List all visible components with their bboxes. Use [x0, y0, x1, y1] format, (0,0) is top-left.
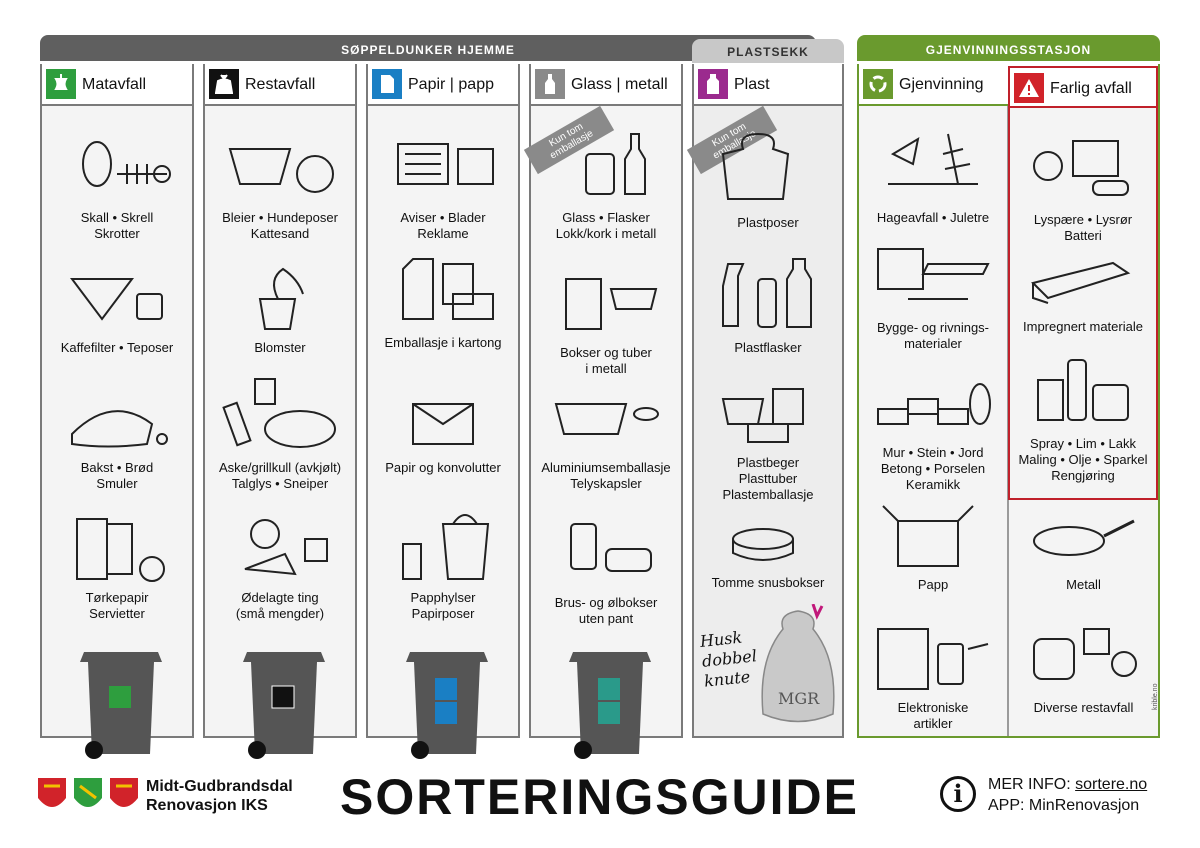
item-label: Metall: [1066, 577, 1101, 592]
item-label: Skall • Skrell Skrotter: [80, 210, 154, 241]
recycle-icon: [863, 69, 893, 99]
list-item: [694, 129, 842, 231]
column-header: [205, 64, 355, 106]
cardboard-box-illustration: [873, 496, 993, 571]
item-label: Aviser • Blader Reklame: [400, 210, 486, 241]
column-restavfall: [203, 64, 357, 738]
list-item: [694, 379, 842, 503]
paper-towel-illustration: [57, 514, 177, 584]
website-link[interactable]: sortere.no: [1075, 776, 1148, 793]
item-label: Tomme snusbokser: [711, 575, 825, 590]
list-item: [368, 124, 518, 242]
soda-can-illustration: [546, 509, 666, 589]
list-item: [368, 389, 518, 476]
column-farlig-avfall: [1008, 66, 1158, 500]
list-item: [205, 264, 355, 356]
list-item: [368, 504, 518, 622]
item-label: Hageavfall • Juletre: [876, 210, 990, 225]
column-header: [531, 64, 681, 106]
list-item: [531, 124, 681, 242]
column-title: Restavfall: [245, 76, 316, 93]
impregnated-wood-illustration: [1023, 253, 1143, 313]
column-title: Gjenvinning: [899, 76, 984, 93]
column-title: Papir | papp: [408, 76, 494, 93]
list-item: [859, 244, 1007, 352]
warning-icon: [1014, 73, 1044, 103]
column-header: [42, 64, 192, 106]
list-item: [531, 259, 681, 377]
bin-papir-papp: [402, 650, 492, 760]
home-bins-banner: SØPPELDUNKER HJEMME: [40, 35, 816, 61]
list-item: [859, 609, 1007, 732]
item-label: Plastposer: [737, 215, 799, 230]
column-plast: [692, 64, 844, 738]
plastic-bag-banner: PLASTSEKK: [692, 39, 844, 63]
company-name: [146, 777, 293, 815]
column-header: [1010, 68, 1156, 108]
paint-cans-illustration: [1023, 350, 1143, 430]
list-item: [42, 264, 192, 356]
coffee-filter-illustration: [57, 264, 177, 334]
trash-bag-icon: [209, 69, 239, 99]
list-item: [42, 514, 192, 622]
plastic-sack-illustration: [758, 604, 838, 734]
list-item: [859, 369, 1007, 493]
column-title: Farlig avfall: [1050, 80, 1132, 97]
item-label: Brus- og ølbokser uten pant: [554, 595, 658, 626]
item-label: Aluminiumsemballasje Telyskapsler: [541, 460, 671, 491]
list-item: [205, 374, 355, 492]
item-label: Kaffefilter • Teposer: [60, 340, 174, 355]
mgr-bag-logo: MGR: [778, 689, 820, 708]
double-knot-note: Husk dobbel knute: [699, 627, 758, 691]
item-label: Lyspære • Lysrør Batteri: [1033, 212, 1133, 243]
item-label: Plastflasker: [734, 340, 802, 355]
item-label: Aske/grillkull (avkjølt) Talglys • Sneiper: [218, 460, 342, 491]
plastic-cups-illustration: [708, 379, 828, 449]
fruit-peel-illustration: [57, 124, 177, 204]
snus-box-illustration: [708, 519, 828, 569]
item-label: Elektroniske artikler: [897, 700, 969, 731]
empty-packaging-badge: Kun tom emballasje: [524, 106, 614, 174]
list-item: [1009, 609, 1158, 716]
broken-toys-illustration: [220, 514, 340, 584]
column-matavfall: [40, 64, 194, 738]
bin-restavfall: [239, 650, 329, 760]
electronics-illustration: [868, 609, 998, 694]
item-label: Emballasje i kartong: [384, 335, 502, 350]
plastic-bag-illustration: [708, 129, 828, 209]
garden-waste-illustration: [873, 124, 993, 204]
paper-icon: [372, 69, 402, 99]
list-item: [859, 124, 1007, 226]
item-label: Papphylser Papirposer: [410, 590, 476, 621]
list-item: [531, 384, 681, 492]
list-item: [859, 496, 1007, 593]
bottle-icon: [535, 69, 565, 99]
list-item: [205, 124, 355, 242]
item-label: Bakst • Brød Smuler: [80, 460, 154, 491]
list-item: [42, 124, 192, 242]
misc-waste-illustration: [1019, 609, 1149, 694]
apple-core-icon: [46, 69, 76, 99]
aluminium-tray-illustration: [546, 384, 666, 454]
bin-matavfall: [76, 650, 166, 760]
municipal-shields-logo: [36, 776, 140, 816]
company-name-line2: Renovasjon IKS: [146, 797, 268, 814]
empty-packaging-badge: Kun tom emballasje: [687, 106, 777, 174]
diaper-illustration: [220, 124, 340, 204]
app-label: APP:: [988, 797, 1025, 814]
list-item: [694, 519, 842, 591]
app-name: MinRenovasjon: [1028, 797, 1140, 814]
page-title: SORTERINGSGUIDE: [340, 769, 859, 825]
company-name-line1: Midt-Gudbrandsdal: [146, 778, 293, 795]
bricks-illustration: [868, 369, 998, 439]
item-label: Plastbeger Plasttuber Plastemballasje: [722, 455, 814, 502]
tin-can-illustration: [546, 259, 666, 339]
column-header: [694, 64, 842, 106]
column-glass-metall: [529, 64, 683, 738]
newspaper-illustration: [383, 124, 503, 204]
item-label: Blomster: [254, 340, 306, 355]
paper-bag-illustration: [383, 504, 503, 584]
envelope-illustration: [383, 389, 503, 454]
list-item: [205, 514, 355, 622]
column-title: Glass | metall: [571, 76, 668, 93]
plastic-bottle-icon: [698, 69, 728, 99]
item-label: Ødelagte ting (små mengder): [235, 590, 325, 621]
frying-pan-illustration: [1024, 496, 1144, 571]
credit-text: krible.no: [1152, 683, 1159, 710]
list-item: [1010, 253, 1156, 335]
column-title: Plast: [734, 76, 770, 93]
more-info: [988, 774, 1147, 816]
list-item: [1009, 496, 1158, 593]
item-label: Papp: [917, 577, 949, 592]
list-item: [694, 254, 842, 356]
recycling-station-banner: GJENVINNINGSSTASJON: [857, 35, 1160, 61]
column-header: [368, 64, 518, 106]
list-item: [1010, 126, 1156, 244]
item-label: Glass • Flasker Lokk/kork i metall: [555, 210, 657, 241]
item-label: Mur • Stein • Jord Betong • Porselen Keramikk: [880, 445, 986, 492]
bin-glass-metall: [565, 650, 655, 760]
glass-jar-illustration: [546, 124, 666, 204]
item-label: Bleier • Hundeposer Kattesand: [222, 210, 338, 241]
column-title: Matavfall: [82, 76, 147, 93]
carton-illustration: [383, 249, 503, 329]
list-item: [531, 509, 681, 627]
item-label: Impregnert materiale: [1023, 319, 1143, 334]
building-materials-illustration: [868, 244, 998, 314]
item-label: Spray • Lim • Lakk Maling • Olje • Sparkel Rengjøring: [1018, 436, 1148, 483]
battery-bulb-illustration: [1023, 126, 1143, 206]
item-label: Diverse restavfall: [1033, 700, 1134, 715]
column-papir-papp: [366, 64, 520, 738]
list-item: [42, 394, 192, 492]
list-item: [1010, 350, 1156, 484]
info-icon: i: [940, 776, 976, 812]
item-label: Bokser og tuber i metall: [560, 345, 652, 376]
list-item: [368, 249, 518, 351]
flower-pot-illustration: [220, 264, 340, 334]
item-label: Bygge- og rivnings- materialer: [877, 320, 989, 351]
more-info-label: MER INFO:: [988, 776, 1071, 793]
bread-illustration: [57, 394, 177, 454]
ash-candle-illustration: [215, 374, 345, 454]
plastic-bottles-illustration: [708, 254, 828, 334]
item-label: Papir og konvolutter: [385, 460, 501, 475]
item-label: Tørkepapir Servietter: [85, 590, 149, 621]
